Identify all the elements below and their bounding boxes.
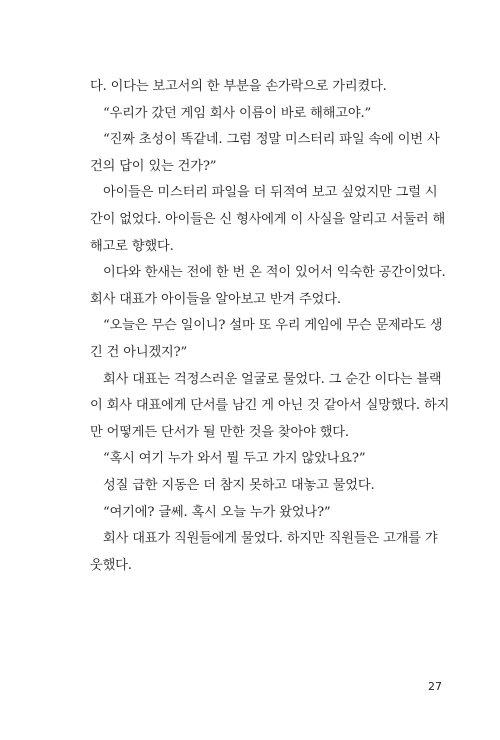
text-line: 이다와 한새는 전에 한 번 온 적이 있어서 익숙한 공간이었다. — [103, 265, 446, 281]
text-line: “여기에? 글쎄. 혹시 오늘 누가 왔었나?” — [103, 504, 331, 520]
text-line: 만 어떻게든 단서가 될 만한 것을 찾아야 했다. — [90, 424, 349, 440]
text-line: 회사 대표가 아이들을 알아보고 반겨 주었다. — [90, 291, 341, 307]
text-line: 성질 급한 지동은 더 참지 못하고 대놓고 물었다. — [103, 477, 375, 493]
text-line: “진짜 초성이 똑같네. 그럼 정말 미스터리 파일 속에 이번 사 — [103, 132, 440, 148]
text-line: 아이들은 미스터리 파일을 더 뒤적여 보고 싶었지만 그럴 시 — [103, 185, 438, 201]
text-line: 해고로 향했다. — [90, 238, 174, 254]
text-line: “오늘은 무슨 일이니? 설마 또 우리 게임에 무슨 문제라도 생 — [103, 318, 443, 334]
text-line: “우리가 갔던 게임 회사 이름이 바로 해해고야.” — [103, 105, 372, 121]
text-line: 회사 대표가 직원들에게 물었다. 하지만 직원들은 고개를 갸 — [103, 531, 438, 547]
text-line: 이 회사 대표에게 단서를 남긴 게 아닌 것 같아서 실망했다. 하지 — [90, 398, 450, 414]
page-number: 27 — [428, 680, 442, 693]
text-line: 긴 건 아니겠지?” — [90, 344, 188, 360]
body-text — [90, 74, 450, 579]
text-line: 웃했다. — [90, 557, 132, 573]
text-line: 건의 답이 있는 건가?” — [90, 158, 217, 174]
text-line: 간이 없었다. 아이들은 신 형사에게 이 사실을 알리고 서둘러 해 — [90, 211, 446, 227]
text-line: 다. 이다는 보고서의 한 부분을 손가락으로 가리켰다. — [90, 79, 387, 94]
text-line: “혹시 여기 누가 와서 뭘 두고 가지 않았나요?” — [103, 451, 366, 467]
text-line: 회사 대표는 걱정스러운 얼굴로 물었다. 그 순간 이다는 블랙 — [103, 371, 442, 387]
